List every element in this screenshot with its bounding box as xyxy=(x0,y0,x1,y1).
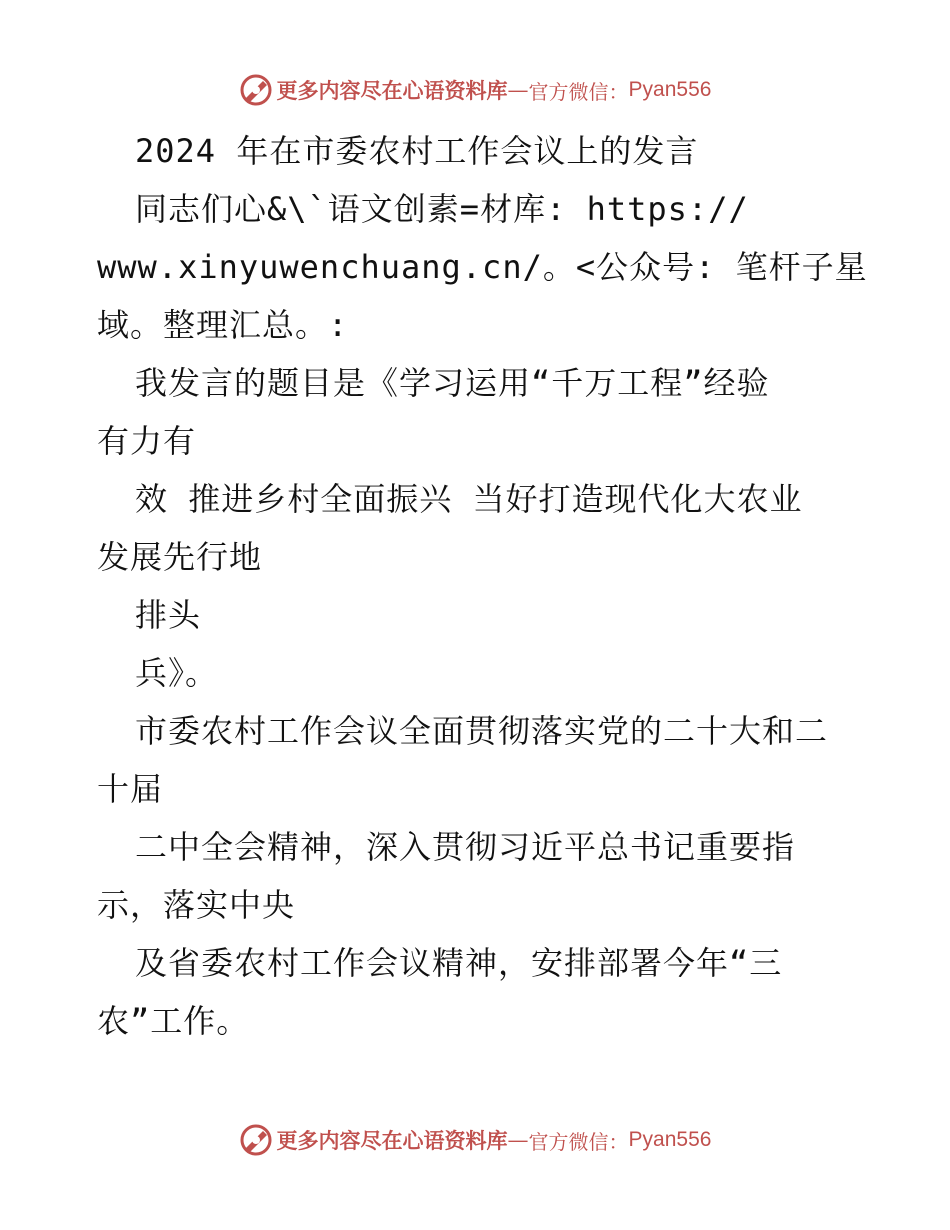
doc-line: www.xinyuwenchuang.cn/。<公众号: 笔杆子星 xyxy=(97,248,868,286)
footer-wechat-label: 官方微信： xyxy=(528,1129,629,1154)
doc-line: 及省委农村工作会议精神，安排部署今年“三 xyxy=(135,944,783,982)
footer-wechat-id: Pyan556 xyxy=(628,1128,712,1151)
doc-line: 我发言的题目是《学习运用“千万工程”经验 xyxy=(135,364,770,402)
header-wechat-id: Pyan556 xyxy=(628,78,712,101)
doc-line: 域。整理汇总。: xyxy=(97,306,349,344)
doc-line: 市委农村工作会议全面贯彻落实党的二十大和二 xyxy=(135,712,829,750)
header-brand-text: 更多内容尽在心语资料库 xyxy=(276,78,508,103)
footer-separator: — xyxy=(507,1128,529,1152)
doc-line: 排头 xyxy=(135,596,202,634)
footer-brand-text: 更多内容尽在心语资料库 xyxy=(276,1128,508,1153)
header-wechat-label: 官方微信： xyxy=(528,79,629,104)
doc-line: 农”工作。 xyxy=(97,1002,250,1040)
doc-line: 有力有 xyxy=(97,422,197,460)
doc-line: 示，落实中央 xyxy=(97,886,296,924)
doc-line: 同志们心&\`语文创素=材库: https:// xyxy=(135,190,749,228)
doc-title: 2024 年在市委农村工作会议上的发言 xyxy=(135,132,699,170)
doc-line: 发展先行地 xyxy=(97,538,263,576)
doc-line: 效 推进乡村全面振兴 当好打造现代化大农业 xyxy=(135,480,803,518)
doc-line: 十届 xyxy=(97,770,164,808)
header-banner xyxy=(0,70,950,110)
doc-line: 兵》。 xyxy=(135,654,219,692)
pen-seal-icon xyxy=(239,1123,273,1157)
pen-seal-icon xyxy=(239,73,273,107)
doc-line: 二中全会精神，深入贯彻习近平总书记重要指 xyxy=(135,828,796,866)
header-separator: — xyxy=(507,78,529,102)
footer-banner xyxy=(0,1120,950,1160)
document-body xyxy=(97,122,867,1050)
